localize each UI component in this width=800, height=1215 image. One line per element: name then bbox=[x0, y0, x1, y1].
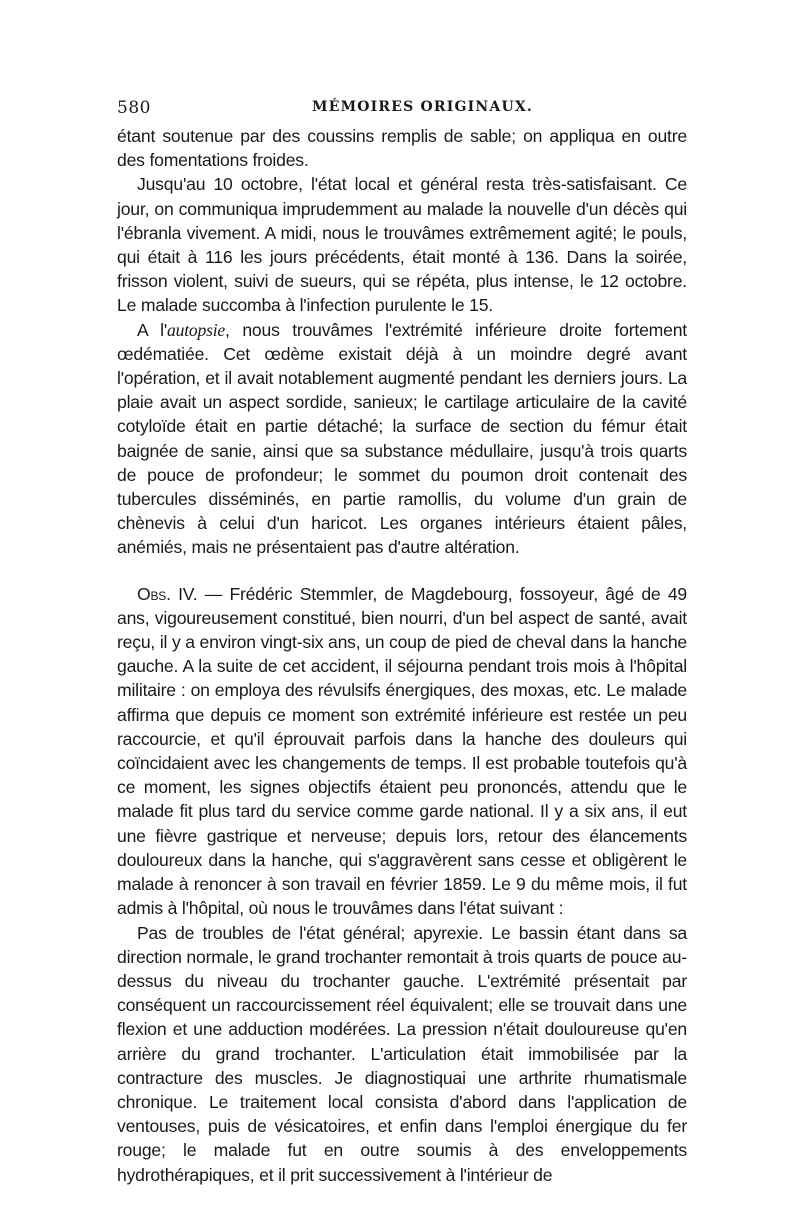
autopsy-prefix: A l' bbox=[137, 319, 168, 340]
autopsy-rest: , nous trouvâmes l'extrémité inférieure droite fortement œdématiée. Cet œdème existait déjà à un moindre degré avant l'opération, et il avait notablement augmenté pendant les derniers jours. La plaie avait un aspect sordide, sanieux; le cartilage articulaire de la cavité cotyloïde était en partie détaché; la surface de section du fémur était baignée de sanie, ainsi que sa substance médullaire, jusqu'à trois quarts de pouce de profondeur; le sommet du poumon droit contenait des tubercules disséminés, en partie ramollis, du volume d'un grain de chènevis à celui d'un haricot. Les organes intérieurs étaient pâles, anémiés, mais ne présentaient pas d'autre altération. bbox=[117, 319, 687, 558]
paragraph-continuation: étant soutenue par des coussins remplis de sable; on appliqua en outre des fomentations froides. bbox=[117, 126, 687, 171]
observation-text: — Frédéric Stemmler, de Magdebourg, fossoyeur, âgé de 49 ans, vigoureusement constitué, bien nourri, d'un bel aspect de santé, avait reçu, il y a environ vingt-six ans, un coup de pied de cheval dans la hanche gauche. A la suite de cet accident, il séjourna pendant trois mois à l'hôpital militaire : on employa des révulsifs énergiques, des moxas, etc. Le malade affirma que depuis ce moment son extrémité inférieure est restée un peu raccourcie, et qu'il éprouvait parfois dans la hanche des douleurs qui coïncidaient avec les changements de temps. Il est probable toutefois qu'à ce moment, les signes objectifs étaient peu prononcés, attendu que le malade fit plus tard du service comme garde national. Il y a six ans, il eut une fièvre gastrique et nerveuse; depuis lors, retour des élancements douloureux dans la hanche, qui s'aggravèrent sans cesse et obligèrent le malade à renoncer à son travail en février 1859. Le 9 du même mois, il fut admis à l'hôpital, où nous le trouvâmes dans l'état suivant : bbox=[117, 583, 687, 919]
body-text bbox=[117, 124, 687, 1187]
observation-label: Obs. IV. bbox=[137, 583, 198, 604]
page-header bbox=[117, 98, 687, 124]
section-gap bbox=[117, 560, 687, 582]
running-title: MÉMOIRES ORIGINAUX. bbox=[312, 99, 533, 115]
autopsy-italic: autopsie bbox=[167, 319, 226, 340]
document-page bbox=[117, 98, 687, 1187]
page-number: 580 bbox=[117, 98, 151, 118]
paragraph-october: Jusqu'au 10 octobre, l'état local et général resta très-satisfaisant. Ce jour, on communiqua imprudemment au malade la nouvelle d'un décès qui l'ébranla vivement. A midi, nous le trouvâmes extrêmement agité; le pouls, qui était à 116 les jours précédents, était monté à 136. Dans la soirée, frisson violent, suivi de sueurs, qui se répéta, plus intense, le 12 octobre. Le malade succomba à l'infection purulente le 15. bbox=[117, 174, 687, 316]
paragraph-observation-iv bbox=[117, 582, 687, 921]
paragraph-examination: Pas de troubles de l'état général; apyrexie. Le bassin étant dans sa direction normale, le grand trochanter remontait à trois quarts de pouce au-dessus du niveau du trochanter gauche. L'extrémité présentait par conséquent un raccourcissement réel équivalent; elle se trouvait dans une flexion et une adduction modérées. La pression n'était douloureuse qu'en arrière du grand trochanter. L'articulation était immobilisée par la contracture des muscles. Je diagnostiquai une arthrite rhumatismale chronique. Le traitement local consista d'abord dans l'application de ventouses, puis de vésicatoires, et enfin dans l'emploi énergique du fer rouge; le malade fut en outre soumis à des enveloppements hydrothérapiques, et il prit successivement à l'intérieur de bbox=[117, 922, 687, 1185]
paragraph-autopsy bbox=[117, 318, 687, 560]
